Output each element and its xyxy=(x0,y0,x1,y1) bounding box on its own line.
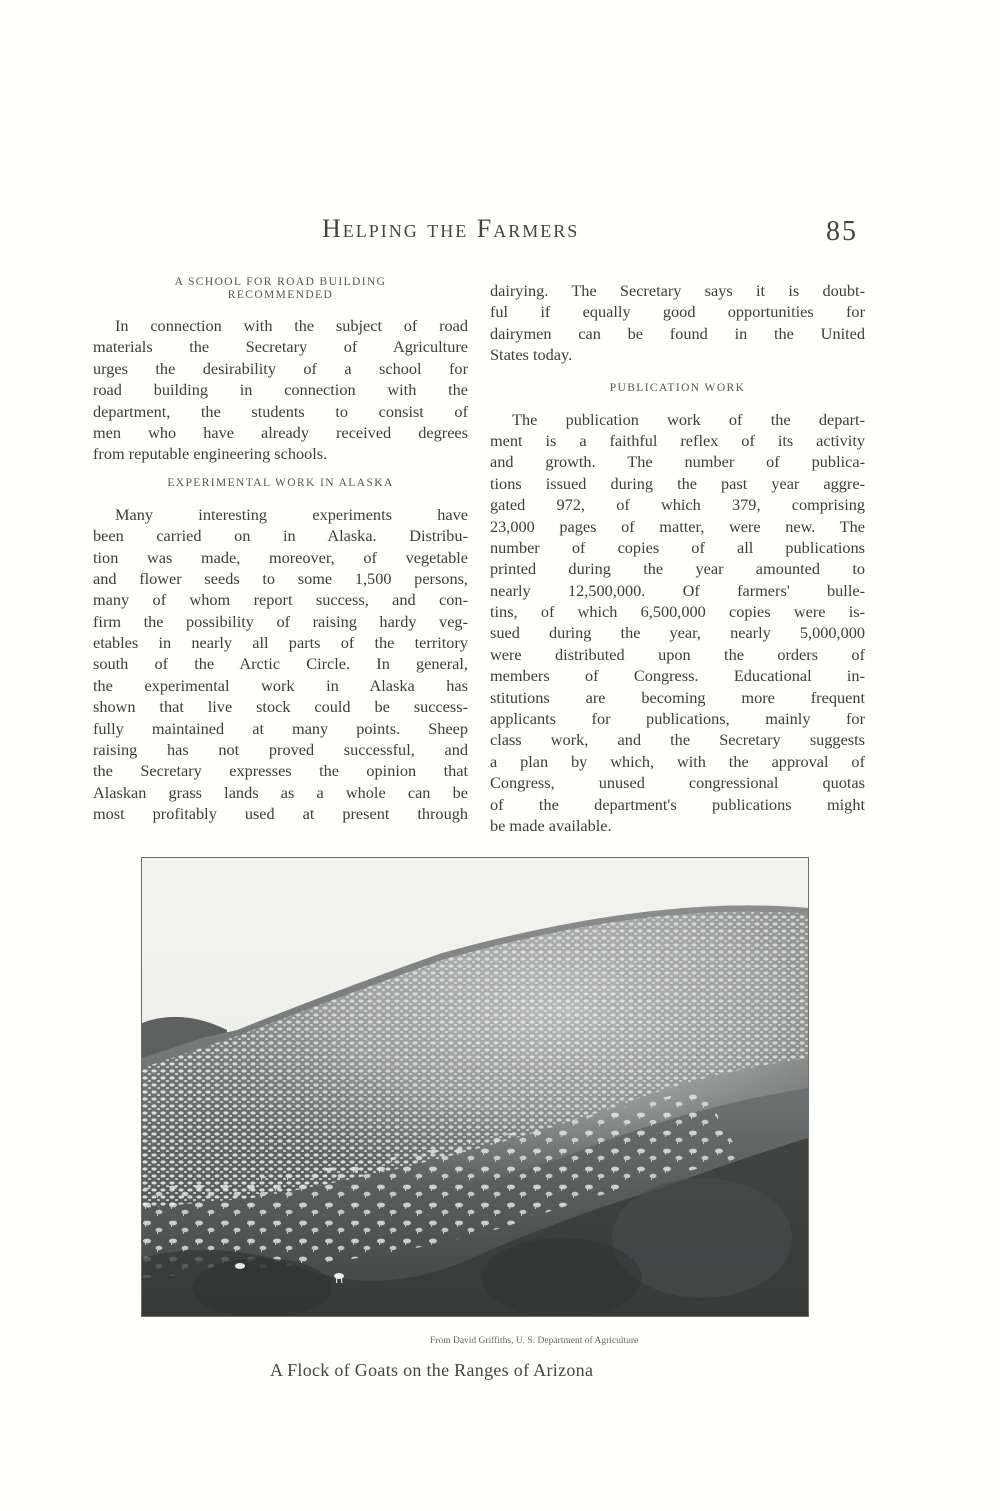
left-column xyxy=(93,276,468,825)
goat-flock-photograph xyxy=(141,857,809,1317)
text-line: Alaskan grass lands as a whole can be xyxy=(93,782,468,802)
section-heading-road-school xyxy=(93,276,468,302)
text-line: The publication work of the depart- xyxy=(512,409,865,429)
text-line: tions issued during the past year aggre- xyxy=(490,473,865,493)
text-line: class work, and the Secretary suggests xyxy=(490,730,865,750)
section-heading-alaska: EXPERIMENTAL WORK IN ALASKA xyxy=(167,476,394,489)
text-line: firm the possibility of raising hardy veg- xyxy=(93,611,468,631)
text-line: gated 972, of which 379, comprising xyxy=(490,495,865,515)
text-line: members of Congress. Educational in- xyxy=(490,666,865,686)
paragraph-road-school xyxy=(93,315,468,465)
text-line: the Secretary expresses the opinion that xyxy=(93,761,468,781)
text-line: tins, of which 6,500,000 copies were is- xyxy=(490,602,865,622)
text-line: dairymen can be found in the United xyxy=(490,323,865,343)
text-line: ful if equally good opportunities for xyxy=(490,302,865,322)
text-line: were distributed upon the orders of xyxy=(490,644,865,664)
text-line: dairying. The Secretary says it is doubt- xyxy=(490,281,865,300)
text-line: of the department's publications might xyxy=(490,794,865,814)
text-line: road building in connection with the xyxy=(93,380,468,400)
text-line: raising has not proved successful, and xyxy=(93,740,468,760)
text-line: fully maintained at many points. Sheep xyxy=(93,718,468,738)
text-line: stitutions are becoming more frequent xyxy=(490,687,865,707)
text-line: States today. xyxy=(490,345,573,365)
paragraph-publication xyxy=(490,409,865,837)
photo-credit: From David Griffiths, U. S. Department of Agriculture xyxy=(430,1336,639,1346)
text-line: south of the Arctic Circle. In general, xyxy=(93,654,468,674)
text-line: etables in nearly all parts of the territory xyxy=(93,633,468,653)
text-line: Many interesting experiments have xyxy=(115,504,468,524)
text-line: printed during the year amounted to xyxy=(490,559,865,579)
text-line: from reputable engineering schools. xyxy=(93,444,328,464)
heading-line: RECOMMENDED xyxy=(227,289,334,301)
text-line: applicants for publications, mainly for xyxy=(490,709,865,729)
text-line: Congress, unused congressional quotas xyxy=(490,773,865,793)
text-line: urges the desirability of a school for xyxy=(93,358,468,378)
photo-caption: A Flock of Goats on the Ranges of Arizona xyxy=(270,1360,594,1380)
text-line: ment is a faithful reflex of its activity xyxy=(490,430,865,450)
text-line: department, the students to consist of xyxy=(93,401,468,421)
text-line: the experimental work in Alaska has xyxy=(93,675,468,695)
text-line: most profitably used at present through xyxy=(93,804,468,824)
page-number: 85 xyxy=(826,216,858,247)
text-line: materials the Secretary of Agriculture xyxy=(93,337,468,357)
text-line: many of whom report success, and con- xyxy=(93,590,468,610)
text-line: shown that live stock could be success- xyxy=(93,697,468,717)
text-line: sued during the year, nearly 5,000,000 xyxy=(490,623,865,643)
paragraph-alaska xyxy=(93,504,468,825)
text-line: a plan by which, with the approval of xyxy=(490,751,865,771)
heading-line: A SCHOOL FOR ROAD BUILDING xyxy=(174,276,387,288)
text-line: and growth. The number of publica- xyxy=(490,452,865,472)
right-column xyxy=(490,280,865,836)
text-line: and flower seeds to some 1,500 persons, xyxy=(93,568,468,588)
text-line: nearly 12,500,000. Of farmers' bulle- xyxy=(490,580,865,600)
text-line: tion was made, moreover, of vegetable xyxy=(93,547,468,567)
text-line: men who have already received degrees xyxy=(93,422,468,442)
text-line: been carried on in Alaska. Distribu- xyxy=(93,526,468,546)
text-line: be made available. xyxy=(490,815,612,835)
text-line: In connection with the subject of road xyxy=(115,316,468,335)
text-line: number of copies of all publications xyxy=(490,537,865,557)
paragraph-dairying-continuation xyxy=(490,280,865,366)
text-line: 23,000 pages of matter, were new. The xyxy=(490,516,865,536)
section-heading-publication: PUBLICATION WORK xyxy=(609,381,746,394)
hillside-illustration xyxy=(142,858,808,1316)
running-title: Helping the Farmers xyxy=(322,214,580,243)
